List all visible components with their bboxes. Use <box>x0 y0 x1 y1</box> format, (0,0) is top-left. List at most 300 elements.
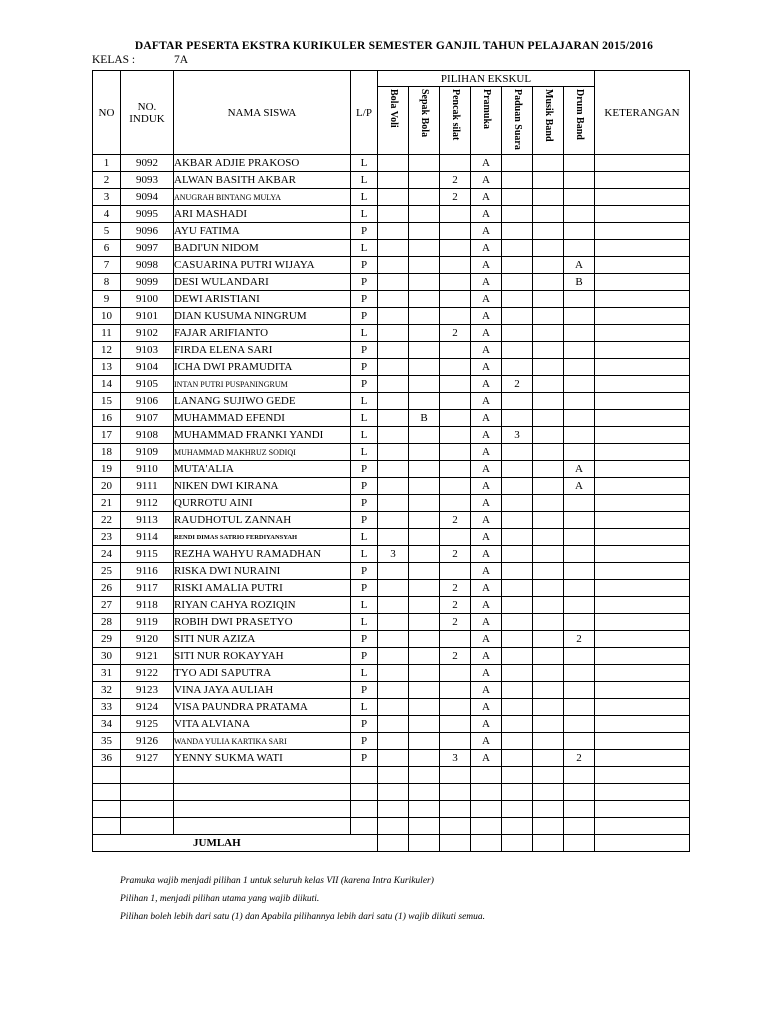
cell-ekskul <box>502 495 533 512</box>
cell-lp: P <box>351 631 378 648</box>
empty-cell <box>533 818 564 835</box>
cell-keterangan <box>595 393 690 410</box>
cell-induk: 9121 <box>121 648 174 665</box>
cell-ekskul <box>409 308 440 325</box>
cell-ekskul <box>533 393 564 410</box>
cell-ekskul <box>564 325 595 342</box>
cell-keterangan <box>595 308 690 325</box>
cell-nama: BADI'UN NIDOM <box>174 240 351 257</box>
cell-ekskul <box>502 461 533 478</box>
cell-keterangan <box>595 274 690 291</box>
cell-ekskul <box>378 308 409 325</box>
cell-ekskul <box>502 750 533 767</box>
cell-ekskul <box>409 665 440 682</box>
table-row <box>93 648 690 665</box>
cell-ekskul <box>440 257 471 274</box>
cell-ekskul <box>409 172 440 189</box>
table-row <box>93 631 690 648</box>
cell-ekskul: B <box>409 410 440 427</box>
cell-ekskul <box>564 716 595 733</box>
cell-induk: 9124 <box>121 699 174 716</box>
empty-row <box>93 784 690 801</box>
cell-ekskul <box>409 342 440 359</box>
cell-ekskul <box>378 512 409 529</box>
cell-ekskul <box>378 376 409 393</box>
table-row <box>93 546 690 563</box>
cell-ekskul <box>533 563 564 580</box>
cell-nama: LANANG SUJIWO GEDE <box>174 393 351 410</box>
cell-ekskul <box>533 155 564 172</box>
cell-ekskul: A <box>471 206 502 223</box>
empty-cell <box>174 767 351 784</box>
cell-lp: L <box>351 393 378 410</box>
cell-keterangan <box>595 410 690 427</box>
cell-ekskul: 2 <box>564 750 595 767</box>
cell-induk: 9092 <box>121 155 174 172</box>
cell-nama: RAUDHOTUL ZANNAH <box>174 512 351 529</box>
cell-nama: TYO ADI SAPUTRA <box>174 665 351 682</box>
cell-ekskul <box>564 393 595 410</box>
cell-ekskul: 2 <box>440 325 471 342</box>
table-row <box>93 716 690 733</box>
cell-ekskul <box>440 495 471 512</box>
empty-cell <box>440 818 471 835</box>
cell-ekskul <box>378 274 409 291</box>
cell-keterangan <box>595 580 690 597</box>
header-ekskul-label: Pencak silat <box>450 89 461 141</box>
cell-no: 25 <box>93 563 121 580</box>
cell-keterangan <box>595 189 690 206</box>
header-ekskul-5 <box>533 87 564 155</box>
cell-ekskul: A <box>471 529 502 546</box>
cell-induk: 9099 <box>121 274 174 291</box>
cell-ekskul <box>409 376 440 393</box>
cell-ekskul <box>533 342 564 359</box>
cell-induk: 9127 <box>121 750 174 767</box>
cell-induk: 9097 <box>121 240 174 257</box>
cell-no: 18 <box>93 444 121 461</box>
cell-ekskul: A <box>471 274 502 291</box>
jumlah-label: JUMLAH <box>93 835 378 852</box>
cell-ekskul <box>533 546 564 563</box>
empty-cell <box>409 801 440 818</box>
cell-ekskul: A <box>471 410 502 427</box>
cell-ekskul <box>409 274 440 291</box>
cell-ekskul: 2 <box>440 189 471 206</box>
cell-induk: 9122 <box>121 665 174 682</box>
header-ekskul-1 <box>409 87 440 155</box>
cell-lp: L <box>351 444 378 461</box>
cell-ekskul <box>409 733 440 750</box>
empty-cell <box>93 801 121 818</box>
cell-induk: 9116 <box>121 563 174 580</box>
kelas-label: KELAS : <box>92 54 136 66</box>
cell-no: 17 <box>93 427 121 444</box>
cell-ekskul <box>502 733 533 750</box>
cell-ekskul: A <box>471 342 502 359</box>
cell-induk: 9093 <box>121 172 174 189</box>
cell-ekskul: A <box>471 665 502 682</box>
cell-no: 4 <box>93 206 121 223</box>
cell-ekskul <box>440 155 471 172</box>
cell-ekskul <box>409 478 440 495</box>
cell-ekskul: A <box>564 478 595 495</box>
cell-ekskul: A <box>471 308 502 325</box>
cell-ekskul <box>440 308 471 325</box>
jumlah-cell <box>595 835 690 852</box>
cell-lp: P <box>351 648 378 665</box>
cell-ekskul <box>564 172 595 189</box>
cell-induk: 9108 <box>121 427 174 444</box>
cell-ekskul <box>440 444 471 461</box>
cell-no: 30 <box>93 648 121 665</box>
jumlah-cell <box>409 835 440 852</box>
cell-ekskul <box>440 682 471 699</box>
table-row <box>93 393 690 410</box>
cell-ekskul: A <box>471 478 502 495</box>
cell-ekskul <box>502 478 533 495</box>
cell-no: 13 <box>93 359 121 376</box>
cell-ekskul <box>378 189 409 206</box>
cell-ekskul <box>533 291 564 308</box>
cell-ekskul <box>502 444 533 461</box>
empty-cell <box>471 818 502 835</box>
cell-nama: RENDI DIMAS SATRIO FERDIYANSYAH <box>174 529 351 546</box>
empty-cell <box>409 784 440 801</box>
cell-ekskul <box>533 257 564 274</box>
cell-keterangan <box>595 427 690 444</box>
cell-ekskul <box>440 529 471 546</box>
cell-ekskul: A <box>471 580 502 597</box>
cell-ekskul <box>564 665 595 682</box>
cell-ekskul <box>502 223 533 240</box>
cell-lp: P <box>351 342 378 359</box>
cell-ekskul <box>378 223 409 240</box>
cell-keterangan <box>595 495 690 512</box>
cell-ekskul <box>502 614 533 631</box>
cell-nama: VISA PAUNDRA PRATAMA <box>174 699 351 716</box>
cell-ekskul <box>502 257 533 274</box>
cell-lp: P <box>351 682 378 699</box>
jumlah-cell <box>564 835 595 852</box>
cell-ekskul <box>409 359 440 376</box>
cell-induk: 9115 <box>121 546 174 563</box>
cell-ekskul <box>533 223 564 240</box>
cell-ekskul: A <box>471 461 502 478</box>
empty-cell <box>533 767 564 784</box>
header-ekskul-4 <box>502 87 533 155</box>
cell-induk: 9104 <box>121 359 174 376</box>
cell-ekskul <box>409 291 440 308</box>
cell-lp: P <box>351 257 378 274</box>
cell-lp: L <box>351 325 378 342</box>
empty-cell <box>121 801 174 818</box>
cell-ekskul: A <box>471 291 502 308</box>
cell-ekskul <box>564 597 595 614</box>
cell-keterangan <box>595 291 690 308</box>
table-row <box>93 155 690 172</box>
cell-ekskul <box>564 495 595 512</box>
cell-induk: 9103 <box>121 342 174 359</box>
cell-nama: REZHA WAHYU RAMADHAN <box>174 546 351 563</box>
participant-table <box>92 70 690 852</box>
cell-ekskul <box>440 716 471 733</box>
table-row <box>93 563 690 580</box>
cell-ekskul <box>502 699 533 716</box>
header-ekskul-2 <box>440 87 471 155</box>
notes <box>120 876 485 930</box>
cell-ekskul: A <box>471 155 502 172</box>
cell-ekskul <box>502 546 533 563</box>
cell-keterangan <box>595 240 690 257</box>
cell-ekskul: A <box>471 699 502 716</box>
cell-induk: 9094 <box>121 189 174 206</box>
empty-row <box>93 801 690 818</box>
cell-keterangan <box>595 614 690 631</box>
cell-keterangan <box>595 257 690 274</box>
cell-ekskul: A <box>471 631 502 648</box>
jumlah-row <box>93 835 690 852</box>
table-row <box>93 580 690 597</box>
cell-ekskul <box>533 682 564 699</box>
cell-ekskul <box>440 359 471 376</box>
cell-induk: 9110 <box>121 461 174 478</box>
cell-no: 20 <box>93 478 121 495</box>
cell-ekskul <box>533 410 564 427</box>
cell-no: 8 <box>93 274 121 291</box>
cell-ekskul <box>409 444 440 461</box>
cell-ekskul <box>533 733 564 750</box>
cell-ekskul: 2 <box>440 648 471 665</box>
cell-ekskul <box>502 325 533 342</box>
cell-ekskul <box>409 393 440 410</box>
cell-ekskul <box>440 274 471 291</box>
cell-ekskul <box>502 206 533 223</box>
cell-nama: WANDA YULIA KARTIKA SARI <box>174 733 351 750</box>
kelas-value: 7A <box>174 54 189 66</box>
cell-ekskul <box>378 325 409 342</box>
cell-induk: 9120 <box>121 631 174 648</box>
cell-ekskul <box>533 274 564 291</box>
cell-no: 9 <box>93 291 121 308</box>
cell-ekskul <box>409 716 440 733</box>
header-ekskul-label: Pramuka <box>481 89 492 129</box>
cell-ekskul: 3 <box>378 546 409 563</box>
cell-ekskul <box>378 427 409 444</box>
cell-keterangan <box>595 342 690 359</box>
cell-lp: P <box>351 716 378 733</box>
table-body <box>93 155 690 852</box>
cell-ekskul: B <box>564 274 595 291</box>
cell-nama: VITA ALVIANA <box>174 716 351 733</box>
cell-induk: 9113 <box>121 512 174 529</box>
table-row <box>93 665 690 682</box>
cell-no: 28 <box>93 614 121 631</box>
table-row <box>93 495 690 512</box>
cell-ekskul <box>502 631 533 648</box>
cell-keterangan <box>595 665 690 682</box>
empty-cell <box>174 784 351 801</box>
empty-cell <box>533 784 564 801</box>
cell-induk: 9107 <box>121 410 174 427</box>
cell-ekskul <box>564 580 595 597</box>
cell-lp: P <box>351 223 378 240</box>
cell-ekskul <box>502 240 533 257</box>
cell-ekskul: 3 <box>502 427 533 444</box>
cell-ekskul <box>533 461 564 478</box>
cell-lp: L <box>351 410 378 427</box>
note-1: Pramuka wajib menjadi pilihan 1 untuk seluruh kelas VII (karena Intra Kurikuler) <box>120 876 434 886</box>
cell-ekskul <box>409 699 440 716</box>
cell-ekskul <box>409 325 440 342</box>
cell-nama: RISKA DWI NURAINI <box>174 563 351 580</box>
cell-ekskul <box>409 682 440 699</box>
cell-keterangan <box>595 546 690 563</box>
cell-ekskul <box>440 410 471 427</box>
cell-ekskul <box>409 257 440 274</box>
kelas-line <box>92 54 189 66</box>
cell-ekskul <box>502 342 533 359</box>
cell-ekskul: A <box>471 325 502 342</box>
empty-cell <box>174 818 351 835</box>
empty-cell <box>409 767 440 784</box>
cell-ekskul <box>378 206 409 223</box>
cell-lp: P <box>351 461 378 478</box>
empty-cell <box>595 784 690 801</box>
header-lp: L/P <box>351 71 378 155</box>
cell-ekskul <box>564 410 595 427</box>
cell-lp: L <box>351 597 378 614</box>
cell-lp: P <box>351 750 378 767</box>
cell-nama: ANUGRAH BINTANG MULYA <box>174 189 351 206</box>
cell-induk: 9112 <box>121 495 174 512</box>
cell-lp: L <box>351 665 378 682</box>
document-title: DAFTAR PESERTA EKSTRA KURIKULER SEMESTER GANJIL TAHUN PELAJARAN 2015/2016 <box>134 40 654 52</box>
cell-nama: ICHA DWI PRAMUDITA <box>174 359 351 376</box>
cell-nama: FAJAR ARIFIANTO <box>174 325 351 342</box>
header-induk <box>121 71 174 155</box>
table-row <box>93 206 690 223</box>
cell-ekskul <box>378 648 409 665</box>
empty-cell <box>471 801 502 818</box>
cell-lp: L <box>351 189 378 206</box>
cell-induk: 9123 <box>121 682 174 699</box>
cell-ekskul <box>409 223 440 240</box>
cell-ekskul <box>533 427 564 444</box>
empty-cell <box>502 784 533 801</box>
cell-ekskul: A <box>471 257 502 274</box>
cell-induk: 9109 <box>121 444 174 461</box>
empty-cell <box>378 818 409 835</box>
cell-ekskul: A <box>471 733 502 750</box>
cell-ekskul <box>564 291 595 308</box>
cell-ekskul <box>533 325 564 342</box>
cell-ekskul <box>409 614 440 631</box>
cell-induk: 9126 <box>121 733 174 750</box>
cell-keterangan <box>595 716 690 733</box>
cell-ekskul <box>533 189 564 206</box>
cell-nama: SITI NUR ROKAYYAH <box>174 648 351 665</box>
empty-cell <box>121 818 174 835</box>
cell-no: 16 <box>93 410 121 427</box>
cell-lp: P <box>351 733 378 750</box>
cell-ekskul <box>533 308 564 325</box>
empty-cell <box>595 767 690 784</box>
cell-ekskul: A <box>564 461 595 478</box>
cell-ekskul <box>409 529 440 546</box>
cell-keterangan <box>595 172 690 189</box>
cell-nama: DEWI ARISTIANI <box>174 291 351 308</box>
header-induk-text: NO. INDUK <box>129 100 165 125</box>
table-row <box>93 750 690 767</box>
cell-ekskul <box>564 733 595 750</box>
cell-lp: L <box>351 206 378 223</box>
cell-ekskul <box>564 155 595 172</box>
empty-cell <box>595 801 690 818</box>
cell-ekskul <box>533 716 564 733</box>
empty-cell <box>121 784 174 801</box>
table-row <box>93 257 690 274</box>
cell-no: 23 <box>93 529 121 546</box>
cell-ekskul <box>502 648 533 665</box>
cell-ekskul: A <box>471 444 502 461</box>
cell-ekskul <box>533 631 564 648</box>
cell-ekskul <box>440 342 471 359</box>
cell-no: 3 <box>93 189 121 206</box>
cell-ekskul <box>378 529 409 546</box>
cell-keterangan <box>595 631 690 648</box>
table-row <box>93 223 690 240</box>
cell-lp: L <box>351 529 378 546</box>
cell-nama: MUHAMMAD EFENDI <box>174 410 351 427</box>
cell-ekskul <box>502 529 533 546</box>
cell-nama: RISKI AMALIA PUTRI <box>174 580 351 597</box>
cell-no: 22 <box>93 512 121 529</box>
cell-no: 14 <box>93 376 121 393</box>
cell-ekskul <box>378 614 409 631</box>
cell-keterangan <box>595 682 690 699</box>
empty-cell <box>351 767 378 784</box>
header-ekskul-label: Drum Band <box>574 89 585 140</box>
cell-ekskul <box>533 529 564 546</box>
cell-no: 10 <box>93 308 121 325</box>
cell-ekskul <box>409 155 440 172</box>
cell-ekskul <box>533 580 564 597</box>
cell-ekskul <box>378 716 409 733</box>
empty-cell <box>409 818 440 835</box>
cell-ekskul <box>533 172 564 189</box>
cell-nama: FIRDA ELENA SARI <box>174 342 351 359</box>
cell-ekskul: A <box>471 189 502 206</box>
cell-ekskul: A <box>471 240 502 257</box>
cell-ekskul <box>440 427 471 444</box>
note-2: Pilihan 1, menjadi pilihan utama yang wajib diikuti. <box>120 894 320 904</box>
table-row <box>93 529 690 546</box>
cell-ekskul <box>440 461 471 478</box>
cell-ekskul <box>409 206 440 223</box>
cell-ekskul <box>378 342 409 359</box>
cell-ekskul <box>378 597 409 614</box>
cell-nama: INTAN PUTRI PUSPANINGRUM <box>174 376 351 393</box>
cell-no: 6 <box>93 240 121 257</box>
table-row <box>93 444 690 461</box>
cell-ekskul <box>440 665 471 682</box>
cell-ekskul <box>533 478 564 495</box>
cell-ekskul: A <box>471 376 502 393</box>
table-row <box>93 614 690 631</box>
cell-ekskul <box>502 308 533 325</box>
cell-no: 24 <box>93 546 121 563</box>
